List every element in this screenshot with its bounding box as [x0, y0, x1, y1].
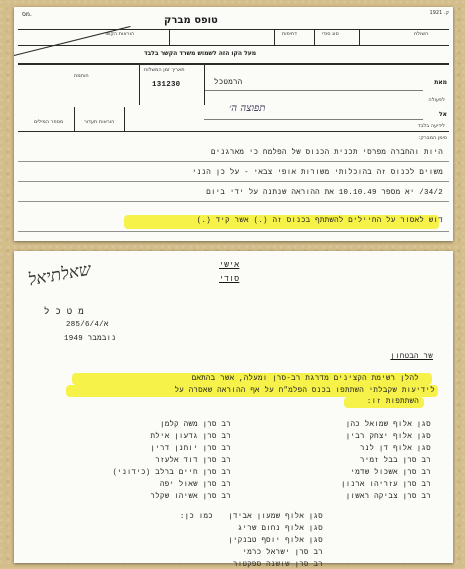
- handwritten-signature: שאלתיאל: [26, 259, 93, 291]
- rule: [204, 119, 423, 120]
- rule: [18, 45, 449, 46]
- rule: [18, 181, 449, 182]
- rule: [18, 161, 449, 162]
- notice-rule: [18, 63, 449, 65]
- intro-line-3: השתתפות זו:: [366, 398, 419, 406]
- sender-code: מ ט כ ל: [44, 307, 84, 317]
- officer-right: רב סרן עזריהו ארנון: [341, 481, 431, 489]
- also-officer: רב סרן שושנה ספקטור: [233, 561, 323, 569]
- from-label: מאת: [434, 79, 447, 86]
- divider: [124, 107, 125, 131]
- officer-left: רב סרן גדעון אילת: [150, 433, 231, 441]
- officer-left: רב סרן שאול יפה: [159, 481, 231, 489]
- for-info-label: לידיעה בלבד: [417, 123, 445, 129]
- message-line-1: היות והחברה מפרסי תכנית הכנוס של הפלמח כי מארגנים: [210, 149, 443, 157]
- divider: [359, 29, 360, 45]
- officer-left: רב סרן דוד אלעזר: [155, 457, 231, 465]
- telegram-form: [14, 7, 453, 241]
- to-label: אל: [439, 111, 447, 118]
- hdr-datetime: תאריך זמן המשלוח: [144, 67, 185, 73]
- officer-right: סגן אלוף דן לנר: [359, 445, 431, 453]
- officer-left: רב סרן יוחנן דרין: [150, 445, 231, 453]
- file-reference: 285/6/4/א: [66, 321, 109, 329]
- hdr-secrecy: סוג סודי: [322, 31, 339, 37]
- officer-left: רב סרן חיים ברלב (כידוני): [112, 469, 231, 477]
- divider: [314, 29, 315, 45]
- divider: [139, 65, 140, 105]
- officer-right: סגן אלוף יצחק רבין: [345, 433, 431, 441]
- officer-left: רב סרן משה קלמן: [159, 421, 231, 429]
- form-corner-code: ק. 1921: [429, 10, 449, 16]
- also-label: כמו כן:: [179, 513, 213, 521]
- hdr-sender: השולח: [414, 31, 429, 37]
- serial-number: 131230: [152, 81, 181, 89]
- identity-label: סימן המברק:: [418, 135, 447, 141]
- officer-right: רב סרן אשכול שדמי: [350, 469, 431, 477]
- hdr-urgency: דחיפות: [282, 31, 297, 37]
- rule: [18, 201, 449, 202]
- divider: [169, 29, 170, 45]
- classification-secret: סודי: [219, 275, 240, 284]
- officer-right: רב סרן בבל זמיר: [359, 457, 431, 465]
- hdr-transmit: הוראות תעדור: [84, 119, 115, 125]
- intro-line-1: להלן רשימת הקצינים מדרגת רב-סרן ומעלה, אשר בהתאם: [191, 375, 419, 383]
- divider: [74, 107, 75, 131]
- rule: [204, 90, 423, 91]
- letter-document: [14, 251, 453, 569]
- officer-right: רב סרן צביקה ראשון: [345, 493, 431, 501]
- letter-date: נובמבר 1949: [64, 335, 117, 343]
- officer-right: סגן אלוף שמואל כהן: [345, 421, 431, 429]
- diagonal-stroke: [14, 26, 131, 56]
- divider: [204, 65, 205, 105]
- hdr-instructions: הוראות הקשר: [104, 31, 135, 37]
- message-line-3: 34/2/ יא מספר 10.10.49 את ההוראה שנתנה על ידי ביום: [206, 189, 443, 197]
- office-notice: מעל הקו הזה לשמוש משרד הקשר בלבד: [144, 50, 257, 57]
- rule: [18, 29, 449, 30]
- divider: [274, 29, 275, 45]
- also-officer: סגן אלוף שמעון אבידן: [228, 513, 323, 521]
- also-officer: רב סרן ישראל כרמי: [242, 549, 323, 557]
- also-officer: סגן אלוף נחום שריג: [237, 525, 323, 533]
- for-action-label: לפעולה: [428, 97, 445, 103]
- form-date-label: מס.: [22, 11, 32, 18]
- also-officer: סגן אלוף יוסף טבנקין: [228, 537, 323, 545]
- form-title: טופס מברק: [164, 15, 218, 26]
- intro-line-2: לידיעות שקבלתי השתתפו בכנס הפלמ״ח על אף ההוראה שאסרה על: [174, 387, 435, 395]
- message-line-2: משוים לכנוס זה בהוכלותי משורות אופי צבאי - על כן הנני: [192, 169, 443, 177]
- stamp-label: חותמת: [74, 73, 89, 79]
- recipient: שר הבטחון: [390, 353, 433, 361]
- rule: [18, 131, 449, 132]
- officer-left: רב סרן אשיהו שקלר: [150, 493, 231, 501]
- to-value-handwritten: תפוצה ה׳: [229, 103, 266, 114]
- message-line-4: דוש לאסור על החיילים להשתתף בכנוס זה (.) אשר קיד (.): [196, 217, 443, 225]
- rule: [18, 231, 449, 232]
- hdr-words: מספר המילים: [34, 119, 64, 125]
- from-value: הרמטכל: [214, 79, 243, 87]
- classification-personal: אישי: [219, 261, 240, 270]
